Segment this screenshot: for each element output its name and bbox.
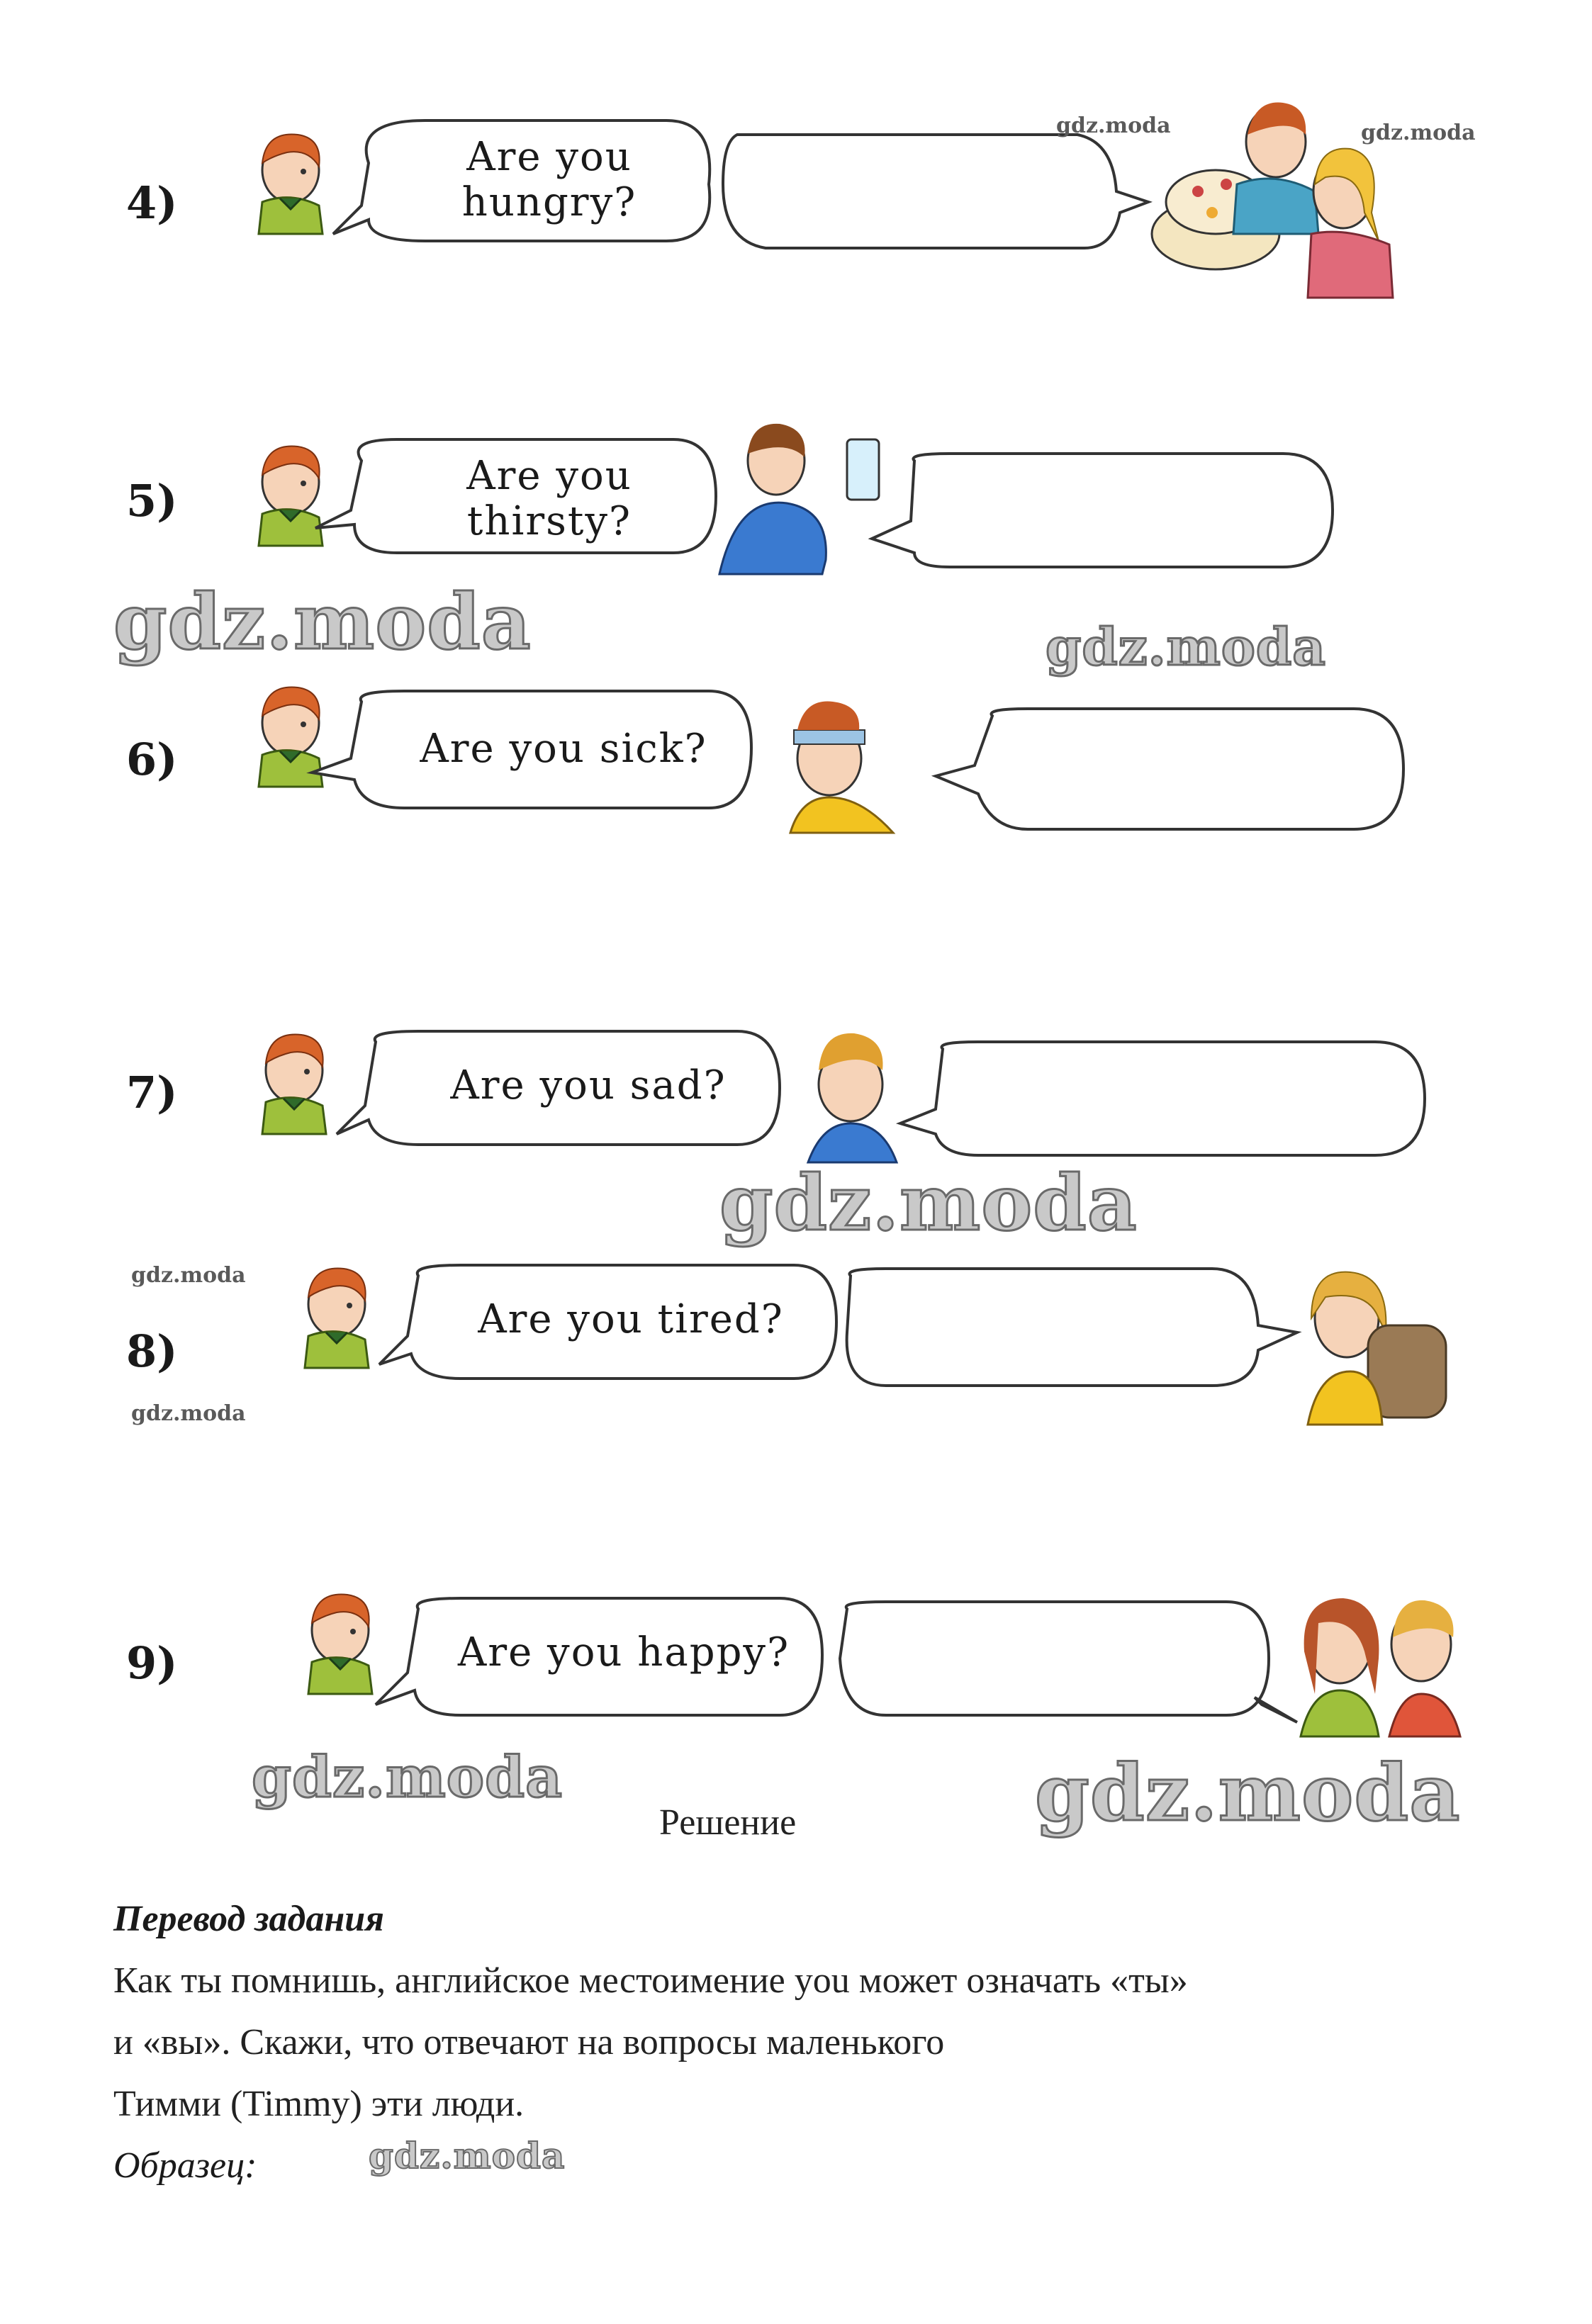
translation-line-1: Как ты помнишь, английское местоимение you может означать «ты» bbox=[113, 1960, 1188, 2001]
answer-bubble-7 bbox=[900, 1042, 1425, 1155]
question-4-line1: Are you bbox=[466, 134, 632, 180]
question-5-line1: Are you bbox=[466, 453, 632, 499]
watermark: gdz.moda bbox=[1046, 617, 1326, 677]
question-text-9: Are you happy? bbox=[457, 1629, 790, 1675]
question-text-8: Are you tired? bbox=[478, 1296, 784, 1342]
solution-label: Решение bbox=[659, 1802, 797, 1843]
question-text-4 bbox=[397, 135, 702, 225]
question-5-line2: thirsty? bbox=[466, 498, 632, 544]
translation-line-2: и «вы». Скажи, что отвечают на вопросы маленького bbox=[113, 2022, 945, 2062]
watermark: gdz.moda bbox=[1056, 113, 1171, 138]
watermark: gdz.moda bbox=[113, 578, 532, 667]
boy-with-glass-of-water bbox=[719, 424, 879, 574]
question-text-7: Are you sad? bbox=[450, 1062, 727, 1108]
exercise-number-4: 4) bbox=[126, 177, 178, 229]
boy-and-girl-with-cake bbox=[1152, 103, 1393, 298]
watermark: gdz.moda bbox=[131, 1263, 246, 1288]
exercise-number-5: 5) bbox=[126, 475, 178, 527]
exercise-number-6: 6) bbox=[126, 734, 178, 785]
watermark: gdz.moda bbox=[252, 1744, 563, 1810]
translation-line-3: Тимми (Timmy) эти люди. bbox=[113, 2084, 525, 2124]
answer-bubble-8 bbox=[847, 1269, 1297, 1386]
answer-bubble-5 bbox=[872, 454, 1333, 567]
translation-heading: Перевод задания bbox=[113, 1899, 384, 1939]
answer-bubble-4 bbox=[723, 135, 1148, 248]
watermark: gdz.moda bbox=[131, 1401, 246, 1426]
exercise-number-8: 8) bbox=[126, 1325, 178, 1377]
watermark: gdz.moda bbox=[719, 1159, 1138, 1248]
question-text-5 bbox=[397, 454, 702, 544]
tired-girl-with-backpack bbox=[1308, 1272, 1446, 1425]
watermark: gdz.moda bbox=[1035, 1747, 1461, 1839]
watermark: gdz.moda bbox=[369, 2135, 566, 2177]
question-4-line2: hungry? bbox=[461, 179, 637, 225]
exercise-number-9: 9) bbox=[126, 1637, 178, 1689]
question-text-6: Are you sick? bbox=[420, 726, 707, 772]
example-label: Образец: bbox=[113, 2145, 257, 2186]
two-happy-girls bbox=[1301, 1598, 1460, 1736]
exercise-number-7: 7) bbox=[126, 1067, 178, 1118]
sad-boy bbox=[808, 1033, 897, 1162]
answer-bubble-9 bbox=[840, 1602, 1269, 1715]
sick-boy-with-bandage bbox=[790, 702, 893, 833]
exercise-8-figures bbox=[305, 1265, 1446, 1425]
watermark: gdz.moda bbox=[1361, 120, 1476, 145]
answer-bubble-6 bbox=[936, 709, 1403, 829]
